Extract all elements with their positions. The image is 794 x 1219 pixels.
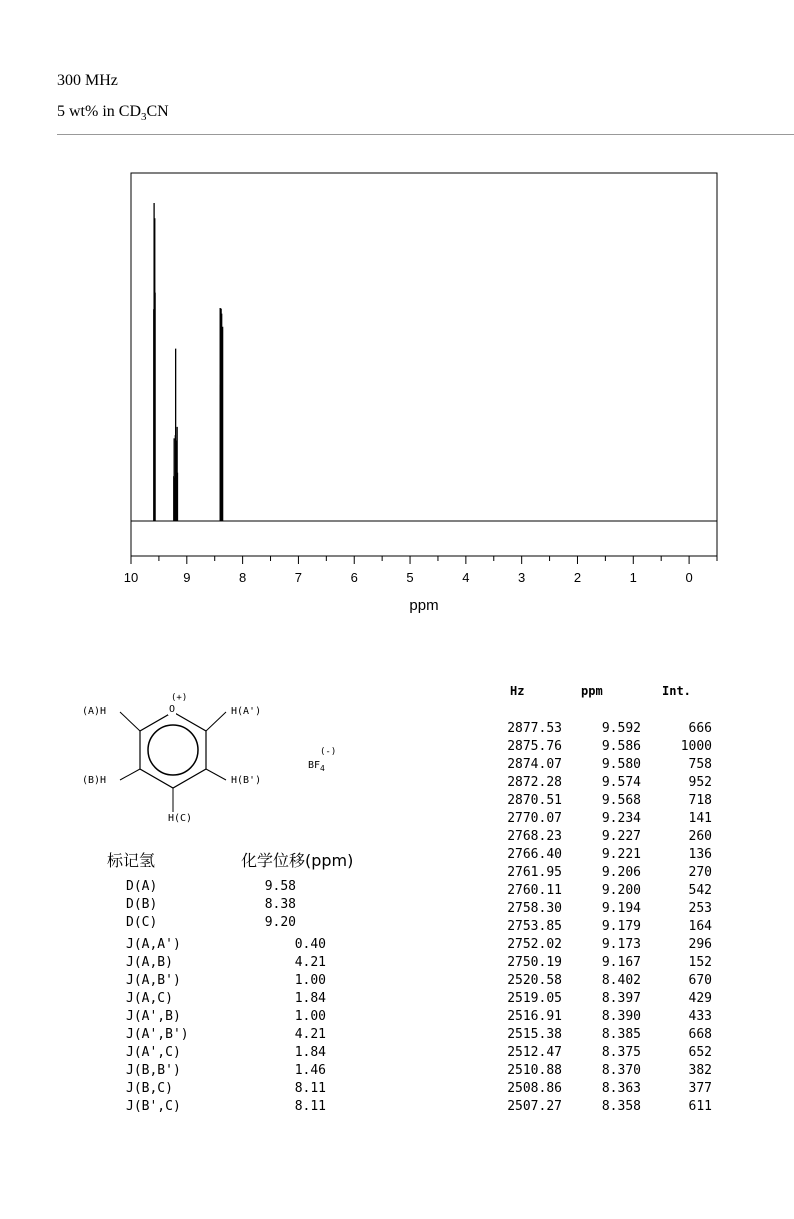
peak-int: 652 [688,1045,712,1060]
peak-hz: 2874.07 [507,757,562,772]
label-b-h: (B)H [82,775,107,786]
peak-ppm: 8.397 [601,991,641,1006]
assignment-value: 1.00 [294,973,326,988]
peak-hz: 2516.91 [507,1009,562,1024]
peak-int: 670 [688,973,712,988]
x-tick-label: 4 [462,570,470,585]
x-tick-label: 10 [123,570,139,585]
peak-hz: 2515.38 [507,1027,562,1042]
peak-hz: 2507.27 [507,1099,562,1114]
peak-hz: 2761.95 [507,865,562,880]
peak-hz: 2510.88 [507,1063,562,1078]
assignment-name: J(A,B') [126,973,181,988]
peak-int: 136 [688,847,712,862]
peak-hz: 2750.19 [507,955,562,970]
assignment-name: D(A) [126,879,158,894]
peak-ppm: 9.221 [601,847,641,862]
label-h-b-prime: H(B') [231,775,262,786]
peak-hz: 2770.07 [507,811,562,826]
assignment-value: 1.00 [294,1009,326,1024]
counterion: $BF_4$ [308,760,325,773]
assignment-name: J(A',B') [126,1027,189,1042]
peak-hz: 2875.76 [507,739,562,754]
peak-int: 141 [688,811,712,826]
peak-ppm: 9.592 [601,721,641,736]
assignment-value: 4.21 [294,1027,326,1042]
assignment-name: J(A',B) [126,1009,181,1024]
counterion-charge: (-) [320,747,337,757]
ring-hexagon [140,712,206,788]
assignment-name: J(B,C) [126,1081,173,1096]
sample-description: 5 wt% in $CD_3CN$ [57,103,169,124]
col-hz: Hz [510,684,525,698]
aromatic-circle [148,725,198,775]
x-tick-label: 6 [350,570,358,585]
peak-ppm: 9.234 [601,811,641,826]
assignment-value: 1.46 [294,1063,326,1078]
assignment-value: 1.84 [294,991,326,1006]
peak-int: 270 [688,865,712,880]
peak-ppm: 9.194 [601,901,641,916]
x-tick-label: 1 [629,570,637,585]
peak-ppm: 8.390 [601,1009,641,1024]
assignment-name: D(B) [126,897,158,912]
peak-ppm: 9.200 [601,883,641,898]
peak-ppm: 9.580 [601,757,641,772]
peak-int: 296 [688,937,712,952]
peak-hz: 2758.30 [507,901,562,916]
label-oxygen: O [169,704,176,715]
assignment-value: 8.11 [294,1081,326,1096]
peak-ppm: 8.375 [601,1045,641,1060]
peak-hz: 2520.58 [507,973,562,988]
peak-ppm: 9.586 [601,739,641,754]
peak-int: 253 [688,901,712,916]
peak-hz: 2760.11 [507,883,562,898]
assignment-shift-header: 化学位移(ppm) [241,851,354,870]
assignment-name: J(A,C) [126,991,173,1006]
peak-hz: 2752.02 [507,937,562,952]
peak-ppm: 8.385 [601,1027,641,1042]
peak-int: 382 [688,1063,712,1078]
x-tick-label: 9 [183,570,191,585]
peak-hz: 2766.40 [507,847,562,862]
peak-int: 260 [688,829,712,844]
peak-hz: 2872.28 [507,775,562,790]
peak-int: 164 [688,919,712,934]
x-tick-label: 5 [406,570,414,585]
assignment-value: 9.58 [264,879,296,894]
peak-hz: 2519.05 [507,991,562,1006]
assignment-value: 4.21 [294,955,326,970]
peak-hz: 2877.53 [507,721,562,736]
peak-int: 542 [688,883,712,898]
peak-ppm: 8.363 [601,1081,641,1096]
peak-int: 377 [688,1081,712,1096]
label-charge-plus: (+) [171,693,188,703]
col-ppm: ppm [581,684,603,698]
assignment-name: J(A',C) [126,1045,181,1060]
x-tick-label: 3 [518,570,526,585]
assignment-value: 9.20 [264,915,296,930]
assignment-value: 8.38 [264,897,296,912]
peak-ppm: 9.206 [601,865,641,880]
peak-ppm: 9.574 [601,775,641,790]
peak-int: 152 [688,955,712,970]
peak-int: 666 [688,721,712,736]
peak-int: 1000 [680,739,712,754]
plot-frame [131,173,717,556]
peak-hz: 2512.47 [507,1045,562,1060]
x-axis-label: ppm [409,597,439,614]
label-a-h: (A)H [82,706,107,717]
peak-int: 758 [688,757,712,772]
peak-int: 718 [688,793,712,808]
assignment-value: 1.84 [294,1045,326,1060]
peak-hz: 2768.23 [507,829,562,844]
col-int: Int. [662,684,691,698]
peak-int: 952 [688,775,712,790]
peak-hz: 2508.86 [507,1081,562,1096]
peak-ppm: 8.370 [601,1063,641,1078]
assignment-name: J(A,A') [126,937,181,952]
peak-ppm: 9.568 [601,793,641,808]
assignment-name: J(A,B) [126,955,173,970]
peak-hz: 2753.85 [507,919,562,934]
assignment-value: 0.40 [294,937,326,952]
x-tick-label: 0 [685,570,693,585]
peak-int: 668 [688,1027,712,1042]
assignment-name: D(C) [126,915,158,930]
x-tick-label: 2 [573,570,582,585]
assignment-value: 8.11 [294,1099,326,1114]
assignment-name: J(B',C) [126,1099,181,1114]
peak-ppm: 9.179 [601,919,641,934]
label-h-a-prime: H(A') [231,706,262,717]
x-tick-label: 8 [239,570,247,585]
peak-ppm: 8.402 [601,973,641,988]
peak-ppm: 9.227 [601,829,641,844]
spectrometer-frequency: 300 MHz [57,72,118,89]
peak-hz: 2870.51 [507,793,562,808]
peak-ppm: 8.358 [601,1099,641,1114]
x-tick-label: 7 [294,570,303,585]
peak-int: 429 [688,991,712,1006]
assignment-name: J(B,B') [126,1063,181,1078]
label-h-c: H(C) [168,813,193,824]
peak-ppm: 9.167 [601,955,641,970]
peak-int: 433 [688,1009,712,1024]
assignment-label-header: 标记氢 [107,851,156,870]
peak-ppm: 9.173 [601,937,641,952]
peak-int: 611 [688,1099,712,1114]
